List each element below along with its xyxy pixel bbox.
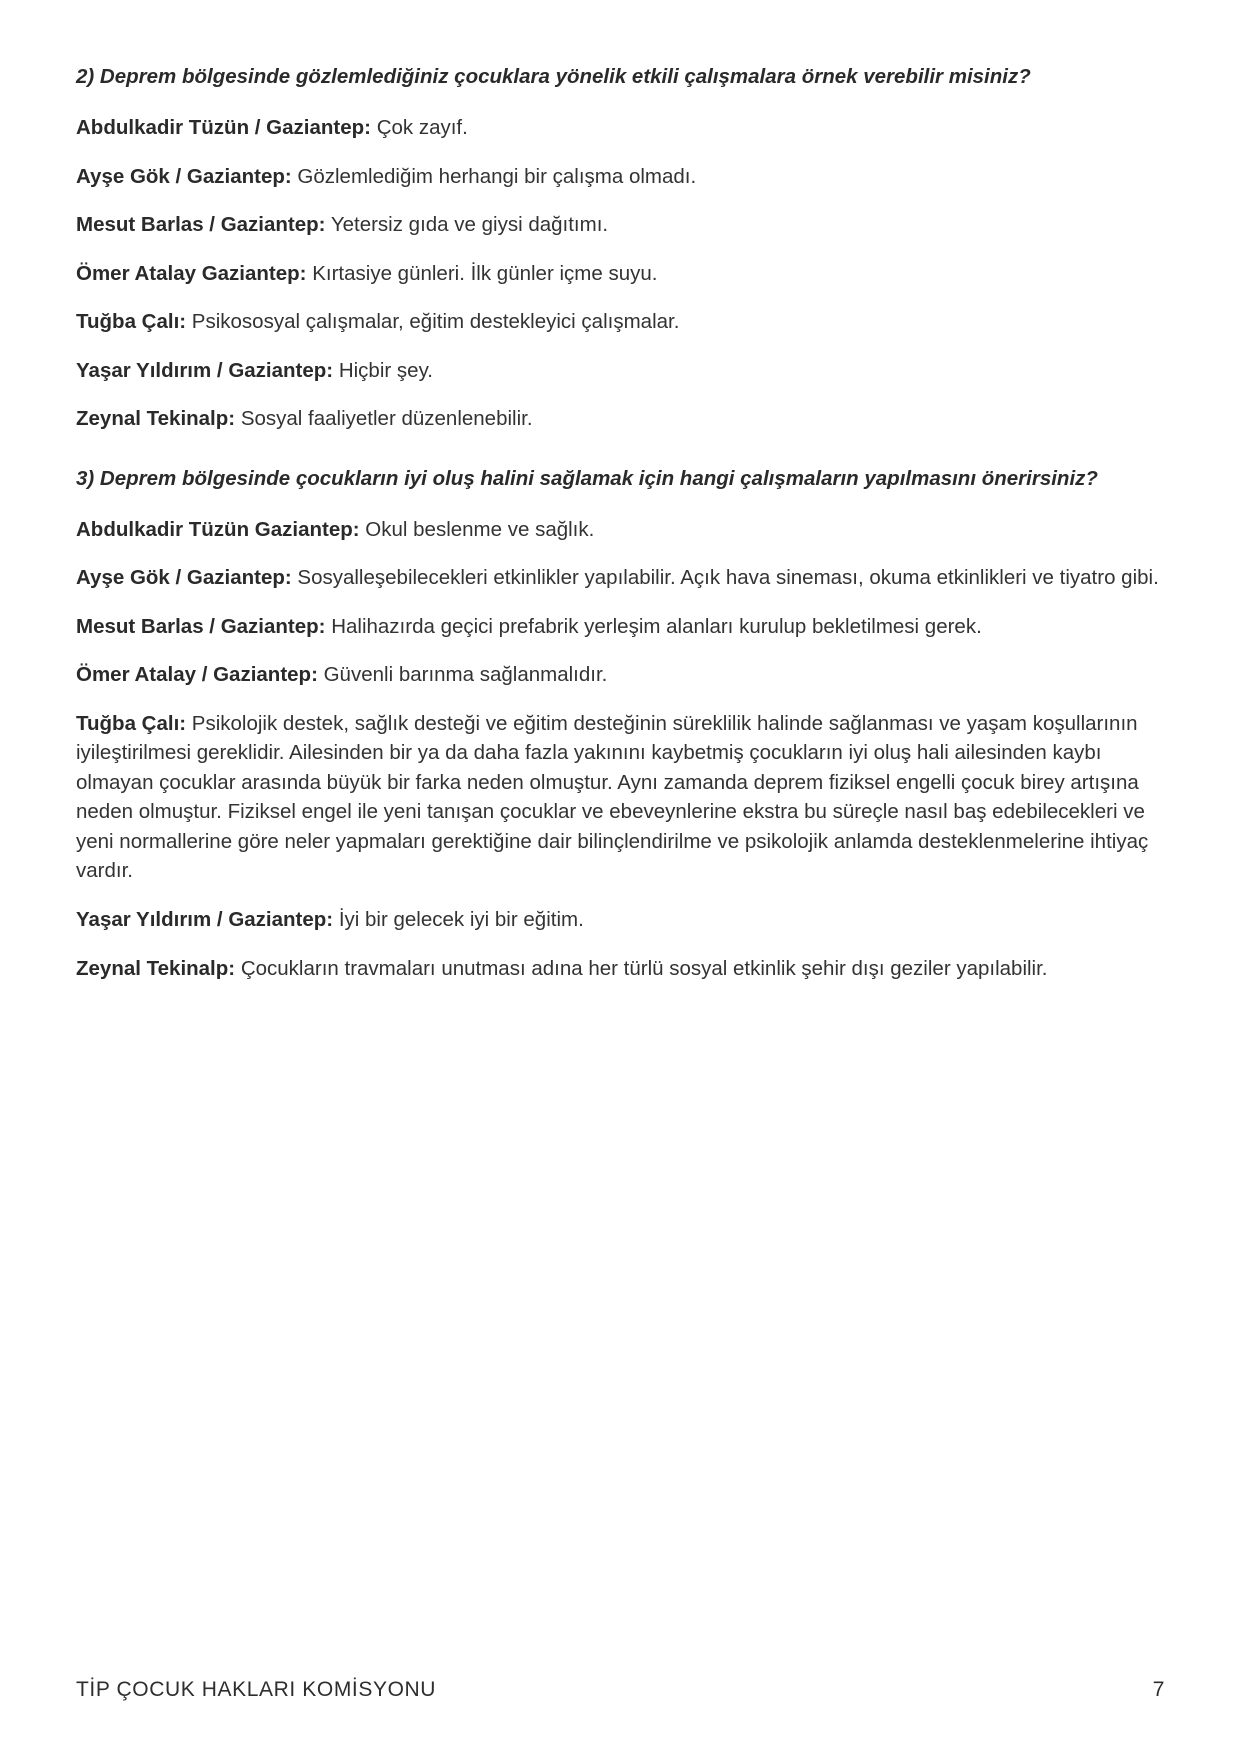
answer-text: Güvenli barınma sağlanmalıdır. — [323, 663, 608, 687]
answer-entry — [76, 210, 1165, 240]
answer-text: Psikososyal çalışmalar, eğitim destekleyici çalışmalar. — [191, 310, 680, 334]
answer-entry — [76, 259, 1165, 289]
answer-text: Sosyalleşebilecekleri etkinlikler yapılabilir. Açık hava sineması, okuma etkinlikleri ve tiyatro gibi. — [297, 566, 1159, 590]
speaker-name: Yaşar Yıldırım / Gaziantep: — [76, 358, 334, 382]
speaker-name: Zeynal Tekinalp: — [76, 407, 236, 431]
answer-entry — [76, 356, 1165, 386]
answer-entry — [76, 307, 1165, 337]
speaker-name: Ömer Atalay Gaziantep: — [76, 261, 307, 285]
document-content — [76, 62, 1165, 1658]
speaker-name: Tuğba Çalı: — [76, 711, 187, 735]
answer-text: Okul beslenme ve sağlık. — [365, 517, 595, 541]
speaker-name: Ayşe Gök / Gaziantep: — [76, 566, 292, 590]
answer-entry — [76, 113, 1165, 143]
answer-entry — [76, 660, 1165, 690]
speaker-name: Mesut Barlas / Gaziantep: — [76, 614, 326, 638]
answer-text: Psikolojik destek, sağlık desteği ve eğitim desteğinin süreklilik halinde sağlanması ve yaşam koşullarının iyileştirilmesi gereklidir. Ailesinden bir ya da daha fazla yakınını kaybetmiş çocukların iyi oluş hali ailesinden kaybı olmayan çocuklar arasında büyük bir farka neden olmuştur. Aynı zamanda deprem fiziksel engelli çocuk birey artışına neden olmuştur. Fiziksel engel ile yeni tanışan çocuklar ve ebeveynlerine ekstra bu süreçle nasıl baş edebilecekleri ve yeni normallerine göre neler yapmaları gerektiğine dair bilinçlendirilme ve psikolojik anlamda desteklenmelerine ihtiyaç vardır. — [76, 711, 1149, 883]
speaker-name: Mesut Barlas / Gaziantep: — [76, 213, 326, 237]
answer-text: Kırtasiye günleri. İlk günler içme suyu. — [312, 261, 658, 285]
answer-entry — [76, 404, 1165, 434]
page-footer — [76, 1658, 1165, 1702]
speaker-name: Ayşe Gök / Gaziantep: — [76, 164, 292, 188]
answer-entry — [76, 162, 1165, 192]
answer-text: Halihazırda geçici prefabrik yerleşim alanları kurulup bekletilmesi gerek. — [331, 614, 982, 638]
answer-entry — [76, 515, 1165, 545]
answer-entry — [76, 954, 1165, 984]
speaker-name: Abdulkadir Tüzün / Gaziantep: — [76, 116, 371, 140]
question-3-heading: 3) Deprem bölgesinde çocukların iyi oluş halini sağlamak için hangi çalışmaların yapılmasını önerirsiniz? — [76, 466, 1098, 490]
speaker-name: Zeynal Tekinalp: — [76, 956, 236, 980]
answer-text: Çok zayıf. — [376, 116, 468, 140]
answer-text: Sosyal faaliyetler düzenlenebilir. — [240, 407, 533, 431]
answer-text: Gözlemlediğim herhangi bir çalışma olmadı. — [297, 164, 697, 188]
answer-entry — [76, 563, 1165, 593]
answer-text: Çocukların travmaları unutması adına her türlü sosyal etkinlik şehir dışı geziler yapılabilir. — [240, 956, 1048, 980]
answer-entry — [76, 905, 1165, 935]
speaker-name: Ömer Atalay / Gaziantep: — [76, 663, 318, 687]
speaker-name: Yaşar Yıldırım / Gaziantep: — [76, 907, 334, 931]
answer-entry — [76, 612, 1165, 642]
answer-text: Yetersiz gıda ve giysi dağıtımı. — [330, 213, 609, 237]
page-number: 7 — [1152, 1678, 1165, 1701]
speaker-name: Tuğba Çalı: — [76, 310, 187, 334]
answer-entry — [76, 709, 1165, 886]
speaker-name: Abdulkadir Tüzün Gaziantep: — [76, 517, 360, 541]
answer-text: İyi bir gelecek iyi bir eğitim. — [338, 907, 584, 931]
answer-text: Hiçbir şey. — [338, 358, 433, 382]
footer-commission-title: TİP ÇOCUK HAKLARI KOMİSYONU — [76, 1678, 437, 1701]
question-2-heading: 2) Deprem bölgesinde gözlemlediğiniz çocuklara yönelik etkili çalışmalara örnek verebilir misiniz? — [76, 65, 1031, 88]
